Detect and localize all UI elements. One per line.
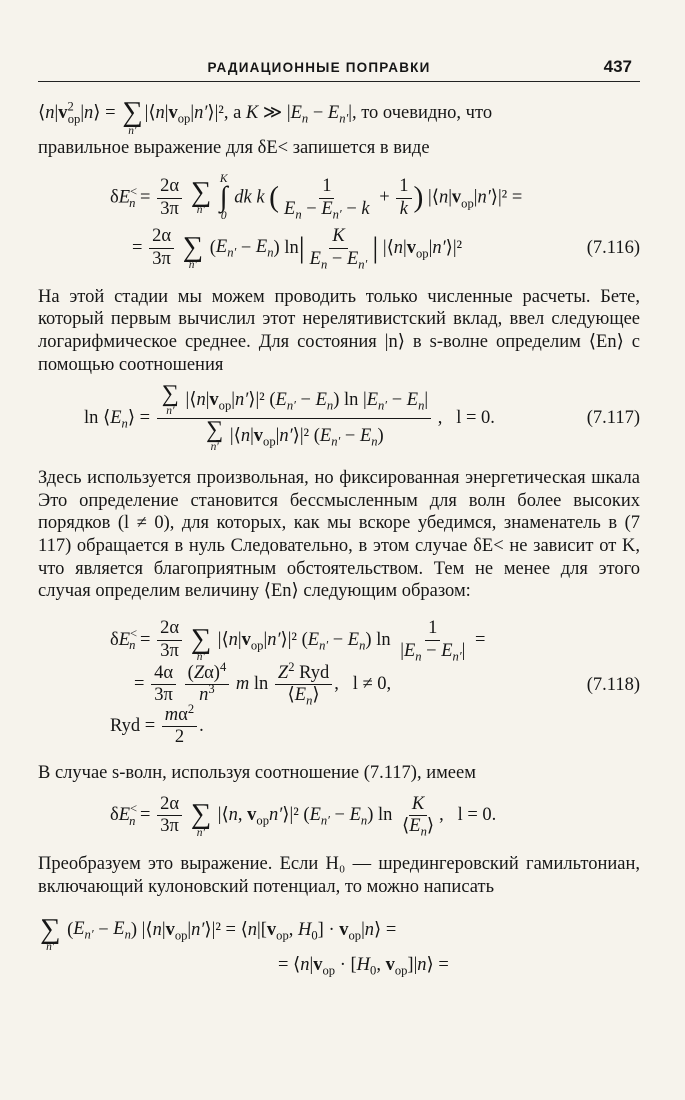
paragraph-bethe: На этой стадии мы можем проводить только численные расчеты. Бете, который первым вычислил этот нерелятивистский вклад, ввел следующее логарифмическое среднее. Для состояния |n⟩ в s-волне определим ⟨En⟩ с помощью соотношения	[38, 286, 640, 375]
eq117-condition: l = 0.	[456, 407, 495, 428]
equation-number-7-116: (7.116)	[586, 237, 640, 258]
equation-7-116: $\delta E^<_n$ = $\frac{2\alpha}{3\pi}$ ∑ n′ K ∫ 0 dk k ( $\frac{1}{E_n - E_{n'} - k}$ + $\frac{1}{k}$ ) $|⟨n|v_{op}|n'⟩|^2$ = = $\frac{2\alpha}{3\pi}$ ∑ n′ $(E_{n'} - E_n)$ ln| $\frac{K}{E_n - E_{n'}}$ | $|⟨n|v_{op}|n'⟩|^2$ (7.116)	[110, 172, 640, 272]
eq118-condition: l ≠ 0,	[352, 674, 392, 695]
intro-condition-text: то очевидно, что	[361, 102, 493, 123]
paragraph-intro-line2: правильное выражение для δE< запишется в виде	[38, 138, 430, 159]
equation-number-7-117: (7.117)	[586, 408, 640, 429]
paragraph-definition: Здесь используется произвольная, но фиксированная энергетическая шкала Это определение становится бессмысленным для волн более высоких порядков (l ≠ 0), для которых, как мы вскоре убедимся, знаменатель в (7 117) обращается в нуль Следовательно, в этом случае δE< не зависит от K, что является благоприятным обстоятельством. Тем не менее для этого случая определим величину ⟨En⟩ следующим образом:	[38, 468, 640, 602]
paragraph-transform: Преобразуем это выражение. Если H₀ — шредингеровский гамильтониан, включающий кулоновский потенциал, то можно написать	[38, 854, 640, 898]
equation-commutator: ∑ n′ $(E_{n'} - E_n)$ $|⟨n|v_{op}|n'⟩|^2$ = $⟨n|[v_{op}$, $H_0$] · $v_{op}|n⟩$ = = $⟨n|v_{op} \cdot [H_0$, $v_{op}]|n⟩$ =	[40, 912, 449, 978]
equation-number-7-118: (7.118)	[586, 674, 640, 695]
paragraph-s-waves: В случае s-волн, используя соотношение (7.117), имеем	[38, 762, 476, 783]
book-page	[38, 56, 640, 976]
equation-s-wave-shift: $\delta E^<_n$ = $\frac{2\alpha}{3\pi}$ ∑ n′ |⟨n, $v_{op}n'⟩|^2$ $(E_{n'} - E_n)$ ln $\frac{K}{⟨E_n⟩}$ , l = 0.	[110, 793, 497, 840]
equation-7-118: $\delta E^<_n$ = $\frac{2\alpha}{3\pi}$ ∑ n′ $|⟨n|v_{op}|n'⟩|^2$ $(E_{n'} - E_n)$ ln $\frac{1}{|E_n - E_{n'}|}$ = = $\frac{4\alpha}{3\pi}$ $\frac{(Z\alpha)^4}{n^3}$ m ln $\frac{Z^2 Ryd}{⟨E_n⟩}$ , l ≠ 0, (7.118) Ryd = $\frac{m\alpha^2}{2}$ .	[110, 618, 640, 748]
eq-s-condition: l = 0.	[457, 805, 497, 826]
equation-7-117: $\ln ⟨E_n⟩$ = ∑ n′ $|⟨n|v_{op}|n'⟩|^2$ $(E_{n'} - E_n)$ $\ln |E_{n'} - E_n|$ ∑ n′ $|⟨n|v_{op}|n'⟩|^2$ $(E_{n'} - E_n)$ , l = 0. (7.117)	[84, 381, 640, 453]
paragraph-intro-line1: $⟨n|v^2_{op}|n⟩$ = ∑ n′ $|⟨n|v_{op}|n'⟩|^2$, а K ≫ $|E_n - E_{n'}|$, то очевидно, что	[38, 96, 493, 137]
page-header	[38, 56, 640, 78]
page-number: 437	[603, 57, 632, 76]
running-title: РАДИАЦИОННЫЕ ПОПРАВКИ	[207, 60, 431, 75]
